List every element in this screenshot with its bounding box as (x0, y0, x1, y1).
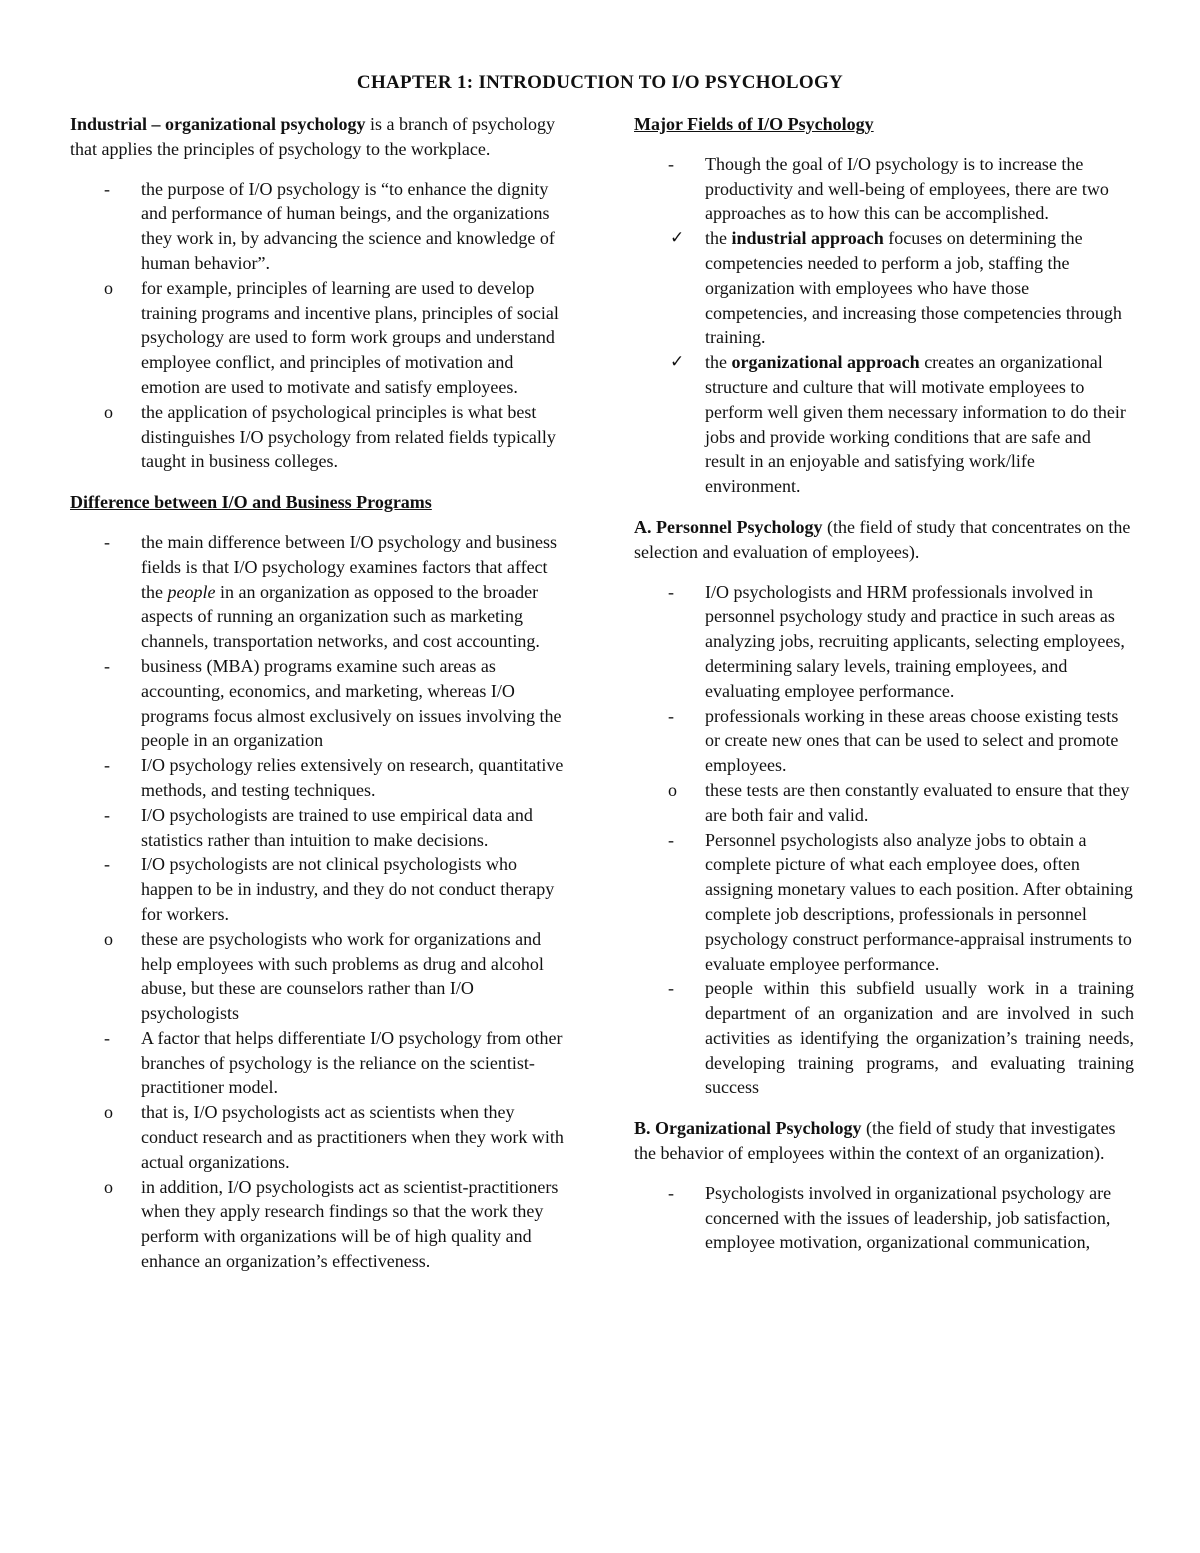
list-item (70, 654, 570, 753)
circle-bullet: o (104, 277, 113, 298)
circle-bullet: o (104, 1102, 113, 1123)
circle-bullet: o (668, 779, 677, 800)
list-item (70, 400, 570, 474)
organizational-psychology-paragraph (634, 1116, 1134, 1166)
list-item (70, 1175, 570, 1274)
list-item (634, 580, 1134, 704)
list-item (634, 778, 1134, 828)
circle-bullet: o (104, 928, 113, 949)
list-item-text: the organizational approach creates an organizational structure and culture that will motivate employees to perform well given them necessary information to do their jobs and provide working conditions that are safe and result in an enjoyable and satisfying work/life environment. (705, 352, 1126, 497)
list-item-text: I/O psychologists and HRM professionals involved in personnel psychology study and practice in such areas as analyzing jobs, recruiting applicants, selecting employees, determining salary levels, training employees, and evaluating employee performance. (705, 581, 1125, 701)
list-item-text: for example, principles of learning are used to develop training programs and incentive plans, principles of social psychology are used to form work groups and understand employee conflict, and principles of motivation and emotion are used to motivate and satisfy employees. (141, 277, 559, 397)
list-item-text: the main difference between I/O psychology and business fields is that I/O psychology examines factors that affect the people in an organization as opposed to the broader aspects of running an organization such as marketing channels, transportation networks, and cost accounting. (141, 531, 558, 652)
list-item (70, 927, 570, 1026)
list-item (70, 530, 570, 654)
organizational-list (634, 1181, 1134, 1255)
personnel-term: A. Personnel Psychology (634, 516, 823, 537)
list-item (634, 1181, 1134, 1255)
list-item (634, 704, 1134, 778)
list-item-text: I/O psychology relies extensively on research, quantitative methods, and testing techniques. (141, 755, 564, 800)
list-item (70, 753, 570, 803)
dash-bullet: - (668, 153, 674, 174)
approach-term: organizational approach (731, 352, 920, 373)
right-column (634, 112, 1134, 1255)
intro-list (70, 177, 570, 475)
circle-bullet: o (104, 1176, 113, 1197)
dash-bullet: - (104, 804, 110, 825)
left-column (70, 112, 570, 1274)
list-item-text: these tests are then constantly evaluated to ensure that they are both fair and valid. (705, 779, 1130, 825)
list-item-text: professionals working in these areas choose existing tests or create new ones that can be used to select and promote employees. (705, 705, 1119, 776)
intro-term: Industrial – organizational psychology (70, 114, 366, 134)
organizational-term: B. Organizational Psychology (634, 1118, 862, 1139)
personnel-text: (the field of study that concentrates on the selection and evaluation of employees). (634, 516, 1131, 562)
list-item-text: in addition, I/O psychologists act as scientist-practitioners when they apply research findings so that the work they perform with organizations will be of high quality and enhance an organization’s effectiveness. (141, 1176, 559, 1272)
dash-bullet: - (668, 978, 674, 999)
list-item-text: people within this subfield usually work in a training department of an organization and are involved in such activities as identifying the organization’s training needs, developing training programs, and evaluating training success (705, 978, 1134, 1098)
difference-list (70, 530, 570, 1274)
major-fields-heading: Major Fields of I/O Psychology (634, 114, 874, 134)
dash-bullet: - (104, 755, 110, 776)
dash-bullet: - (104, 655, 110, 676)
list-item-text: these are psychologists who work for organizations and help employees with such problems as drug and alcohol abuse, but these are counselors rather than I/O psychologists (141, 928, 544, 1024)
personnel-psychology-paragraph (634, 515, 1134, 565)
list-item-text: the industrial approach focuses on determining the competencies needed to perform a job, staffing the organization with employees who have those competencies, and increasing those competencies through training. (705, 228, 1122, 348)
checkmark-icon: ✓ (670, 352, 685, 373)
list-item-text: the application of psychological principles is what best distinguishes I/O psychology from related fields typically taught in business colleges. (141, 401, 556, 472)
list-item-text: the purpose of I/O psychology is “to enhance the dignity and performance of human beings, and the organizations they work in, by advancing the science and knowledge of human behavior”. (141, 178, 555, 273)
intro-text: is a branch of psychology that applies the principles of psychology to the workplace. (70, 114, 556, 159)
list-item (634, 350, 1134, 499)
list-item (70, 1100, 570, 1174)
list-item-text: Though the goal of I/O psychology is to increase the productivity and well-being of employees, there are two approaches as to how this can be accomplished. (705, 153, 1109, 224)
list-item-text: I/O psychologists are trained to use empirical data and statistics rather than intuition to make decisions. (141, 804, 533, 850)
list-item (634, 828, 1134, 977)
list-item-text: business (MBA) programs examine such areas as accounting, economics, and marketing, whereas I/O programs focus almost exclusively on issues involving the people in an organization (141, 655, 562, 751)
list-item (70, 177, 570, 276)
dash-bullet: - (104, 178, 110, 199)
list-item (634, 152, 1134, 226)
emphasis-text: people (167, 581, 216, 602)
list-item (634, 976, 1134, 1100)
dash-bullet: - (104, 854, 110, 875)
dash-bullet: - (668, 581, 674, 602)
dash-bullet: - (668, 1182, 674, 1203)
list-item (70, 276, 570, 400)
list-item-text: that is, I/O psychologists act as scientists when they conduct research and as practitioners when they work with actual organizations. (141, 1102, 564, 1172)
dash-bullet: - (668, 829, 674, 850)
list-item (70, 852, 570, 926)
page-title: CHAPTER 1: INTRODUCTION TO I/O PSYCHOLOGY (356, 72, 844, 93)
personnel-list (634, 580, 1134, 1101)
circle-bullet: o (104, 401, 113, 422)
list-item-text: Psychologists involved in organizational psychology are concerned with the issues of leadership, job satisfaction, employee motivation, organizational communication, (705, 1182, 1112, 1253)
list-item (70, 803, 570, 853)
checkmark-icon: ✓ (670, 228, 685, 249)
major-fields-list (634, 152, 1134, 499)
dash-bullet: - (668, 705, 674, 726)
intro-paragraph (70, 112, 570, 162)
approach-term: industrial approach (731, 228, 884, 249)
difference-heading: Difference between I/O and Business Programs (70, 492, 432, 513)
organizational-text: (the field of study that investigates the behavior of employees within the context of an organization). (634, 1118, 1116, 1164)
dash-bullet: - (104, 531, 110, 552)
dash-bullet: - (104, 1027, 110, 1048)
list-item (70, 1026, 570, 1100)
list-item-text: A factor that helps differentiate I/O psychology from other branches of psychology is the reliance on the scientist-practitioner model. (141, 1027, 563, 1098)
list-item-text: Personnel psychologists also analyze jobs to obtain a complete picture of what each employee does, often assigning monetary values to each position. After obtaining complete job descriptions, professionals in personnel psychology construct performance-appraisal instruments to evaluate employee performance. (705, 829, 1133, 974)
list-item-text: I/O psychologists are not clinical psychologists who happen to be in industry, and they do not conduct therapy for workers. (141, 854, 555, 924)
list-item (634, 226, 1134, 350)
